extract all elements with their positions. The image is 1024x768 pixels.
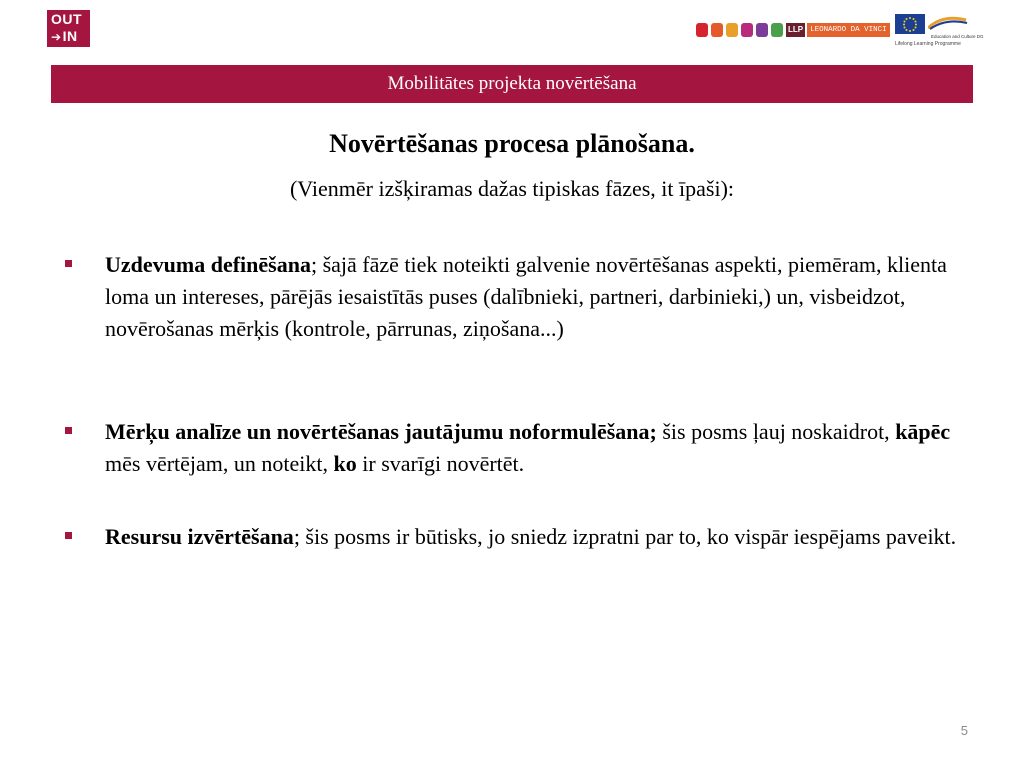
eu-dg-label: Education and Culture DG (931, 34, 984, 39)
logo-text-in: IN (62, 28, 78, 44)
square-bullet-icon (65, 260, 72, 267)
eu-flag-icon (895, 14, 925, 34)
ldv-figure-icon (741, 23, 753, 37)
bullet-term: Uzdevuma definēšana (105, 252, 311, 277)
square-bullet-icon (65, 532, 72, 539)
bullet-emphasis: ko (333, 451, 357, 476)
leonardo-da-vinci-logo (696, 22, 890, 38)
bullet-term: Resursu izvērtēšana (105, 524, 294, 549)
out-in-logo (47, 10, 90, 47)
slide-heading: Novērtēšanas procesa plānošana. (329, 129, 695, 158)
bullet-item (105, 416, 975, 480)
ldv-figure-icon (711, 23, 723, 37)
leonardo-label: LEONARDO DA VINCI (807, 23, 890, 37)
bullet-item (105, 249, 975, 345)
ldv-figure-icon (756, 23, 768, 37)
ldv-figure-icon (771, 23, 783, 37)
slide-subheading: (Vienmēr izšķiramas dažas tipiskas fāzes, it īpaši): (289, 176, 735, 201)
bullet-emphasis: kāpēc (895, 419, 951, 444)
title-banner (51, 65, 973, 103)
banner-title: Mobilitātes projekta novērtēšana (387, 73, 637, 94)
bullet-text: mēs vērtējam, un noteikt, (105, 451, 334, 476)
eu-logo (895, 14, 984, 48)
bullet-text: ; šis posms ir būtisks, jo sniedz izpratni par to, ko vispār iespējams paveikt. (293, 524, 957, 549)
llp-label: LLP (786, 23, 805, 37)
bullet-text: ir svarīgi novērtēt. (356, 451, 525, 476)
logo-text-in-row (51, 29, 86, 43)
page-number: 5 (960, 723, 968, 738)
bullet-text: šis posms ļauj noskaidrot, (656, 419, 896, 444)
bullet-item (105, 521, 975, 553)
square-bullet-icon (65, 427, 72, 434)
bullet-term: Mērķu analīze un novērtēšanas jautājumu noformulēšana; (105, 419, 657, 444)
logo-text-out: OUT (51, 11, 83, 27)
ldv-figure-icon (726, 23, 738, 37)
bullet-text: ; šajā fāzē tiek noteikti galvenie novērtēšanas aspekti, piemēram, klienta loma un intereses, pārējās iesaistītās puses (dalībnieki, partneri, darbinieki,) un, visbeidzot, novērošanas mērķis (kontrole, pārrunas, ziņošana...) (105, 252, 947, 341)
ldv-figure-icon (696, 23, 708, 37)
arrow-right-icon: ➔ (51, 30, 62, 44)
eu-swoosh-icon (928, 16, 968, 30)
llp-programme-label: Lifelong Learning Programme (895, 41, 961, 47)
